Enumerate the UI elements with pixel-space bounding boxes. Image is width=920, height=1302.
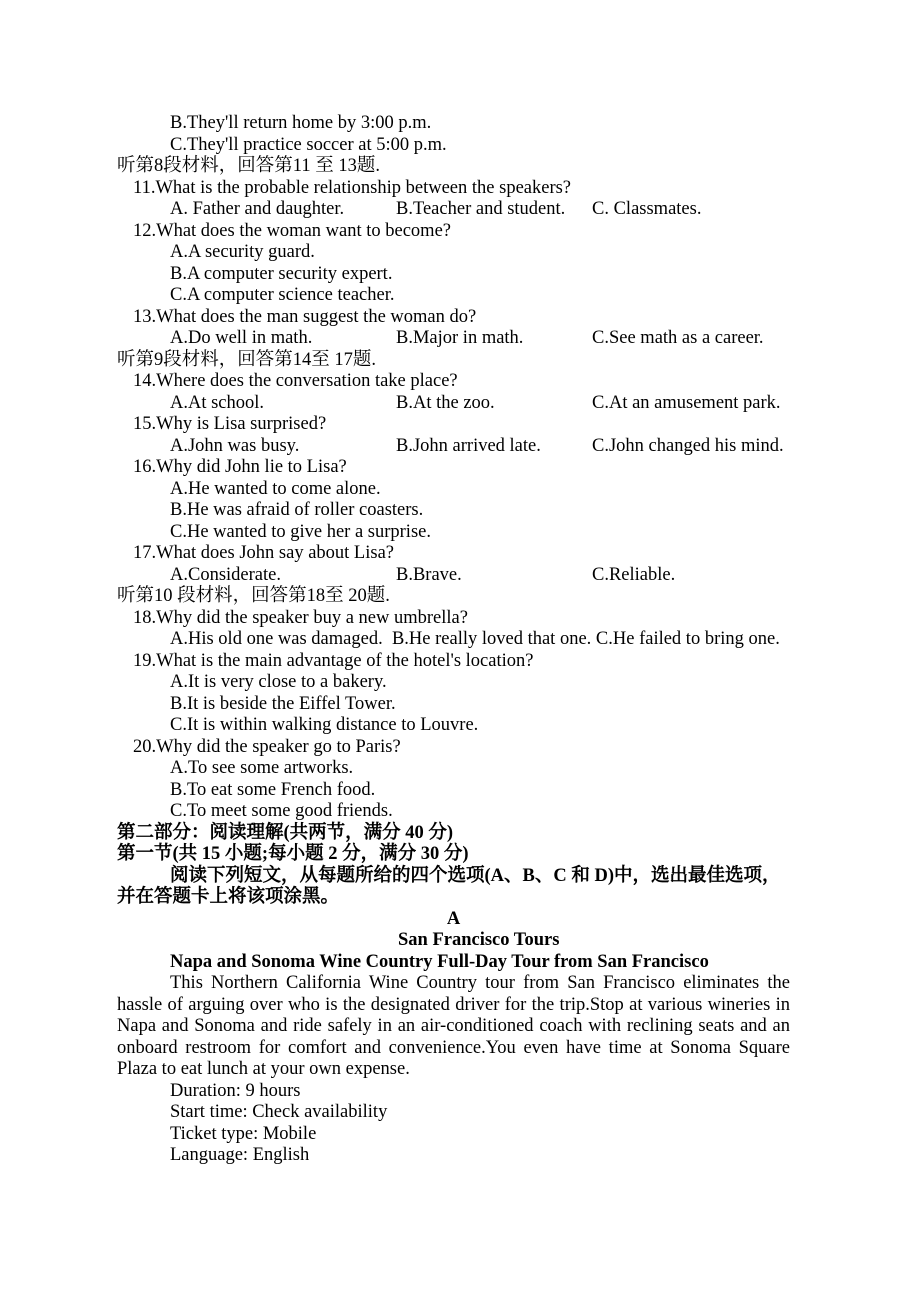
answer-option: A.At school. [170,392,265,413]
answer-option: B.Teacher and student. [396,199,566,219]
answer-option: C. Classmates. [592,199,702,219]
answer-option: A. Father and daughter. [170,199,345,219]
answer-option: A.Do well in math. [170,328,313,348]
answer-option: A.John was busy. [170,435,300,456]
answer-options-row [117,565,790,587]
info-line: Duration: 9 hours [170,1080,301,1101]
question-text: 20.Why did the speaker go to Paris? [133,736,401,757]
answer-option: C.At an amusement park. [592,392,781,413]
passage-title: San Francisco Tours [398,930,560,950]
question-text: 14.Where does the conversation take place? [133,371,458,391]
question-text: 19.What is the main advantage of the hotel's location? [133,650,534,671]
passage-text-line: This Northern California Wine Country tour from San Francisco eliminates the [170,973,790,993]
answer-option: C.Reliable. [592,564,676,585]
question-text: 13.What does the man suggest the woman do? [133,306,477,327]
answer-option: C.He wanted to give her a surprise. [170,521,431,542]
answer-option: C.It is within walking distance to Louvre. [170,715,479,735]
info-line: Language: English [170,1145,310,1165]
answer-option: B.He was afraid of roller coasters. [170,500,424,520]
passage-subtitle: Napa and Sonoma Wine Country Full-Day Tour from San Francisco [170,951,709,972]
passage-text-line: Napa and Sonoma and ride safely in an air-conditioned coach with reclining seats and an [117,1016,790,1036]
passage-text-line: onboard restroom for comfort and convenience.You even have time at Sonoma Square [117,1037,790,1058]
answer-option: A.A security guard. [170,242,315,262]
answer-options-row [117,393,790,415]
answer-option: A.To see some artworks. [170,758,354,778]
question-text: 18.Why did the speaker buy a new umbrella? [133,607,468,628]
answer-option: B.At the zoo. [396,392,495,413]
passage-text-line: hassle of arguing over who is the designated driver for the trip.Stop at various wineries in [117,994,790,1015]
section-instruction: 阅读下列短文，从每题所给的四个选项(A、B、C 和 D)中，选出最佳选项， [170,865,781,886]
section-heading: 第一节(共 15 小题;每小题 2 分，满分 30 分) [117,844,469,864]
listening-instruction: 听第8段材料，回答第11 至 13题. [117,156,380,176]
passage-text-line: Plaza to eat lunch at your own expense. [117,1059,410,1079]
answer-options-row [117,328,790,350]
answer-option: B.Major in math. [396,328,524,348]
section-heading: 第二部分：阅读理解(共两节，满分 40 分) [117,822,454,843]
answer-option: C.To meet some good friends. [170,801,393,821]
listening-instruction: 听第9段材料，回答第14至 17题. [117,349,377,370]
answer-option: C.They'll practice soccer at 5:00 p.m. [170,134,447,155]
question-text: 16.Why did John lie to Lisa? [133,457,347,477]
question-text: 17.What does John say about Lisa? [133,543,394,563]
info-line: Ticket type: Mobile [170,1123,317,1144]
passage-label: A [446,908,461,929]
answer-option: C.See math as a career. [592,328,764,348]
answer-option: A.His old one was damaged. B.He really loved that one. C.He failed to bring one. [170,629,780,649]
answer-option: C.A computer science teacher. [170,285,395,305]
answer-option: C.John changed his mind. [592,435,784,456]
answer-option: A.Considerate. [170,564,281,585]
document-content [117,113,790,1167]
answer-options-row [117,436,790,458]
listening-instruction: 听第10 段材料，回答第18至 20题. [117,586,390,606]
question-text: 11.What is the probable relationship between the speakers? [133,177,572,198]
section-heading: 并在答题卡上将该项涂黑。 [117,887,340,907]
answer-option: B.They'll return home by 3:00 p.m. [170,113,432,133]
info-line: Start time: Check availability [170,1102,388,1122]
answer-option: B.Brave. [396,564,462,585]
answer-option: B.To eat some French food. [170,779,376,800]
question-text: 15.Why is Lisa surprised? [133,414,327,434]
answer-option: A.He wanted to come alone. [170,478,381,499]
question-text: 12.What does the woman want to become? [133,220,451,241]
answer-options-row [117,199,790,221]
answer-option: A.It is very close to a bakery. [170,672,387,692]
answer-option: B.John arrived late. [396,435,541,456]
answer-option: B.It is beside the Eiffel Tower. [170,693,396,714]
answer-option: B.A computer security expert. [170,263,393,284]
